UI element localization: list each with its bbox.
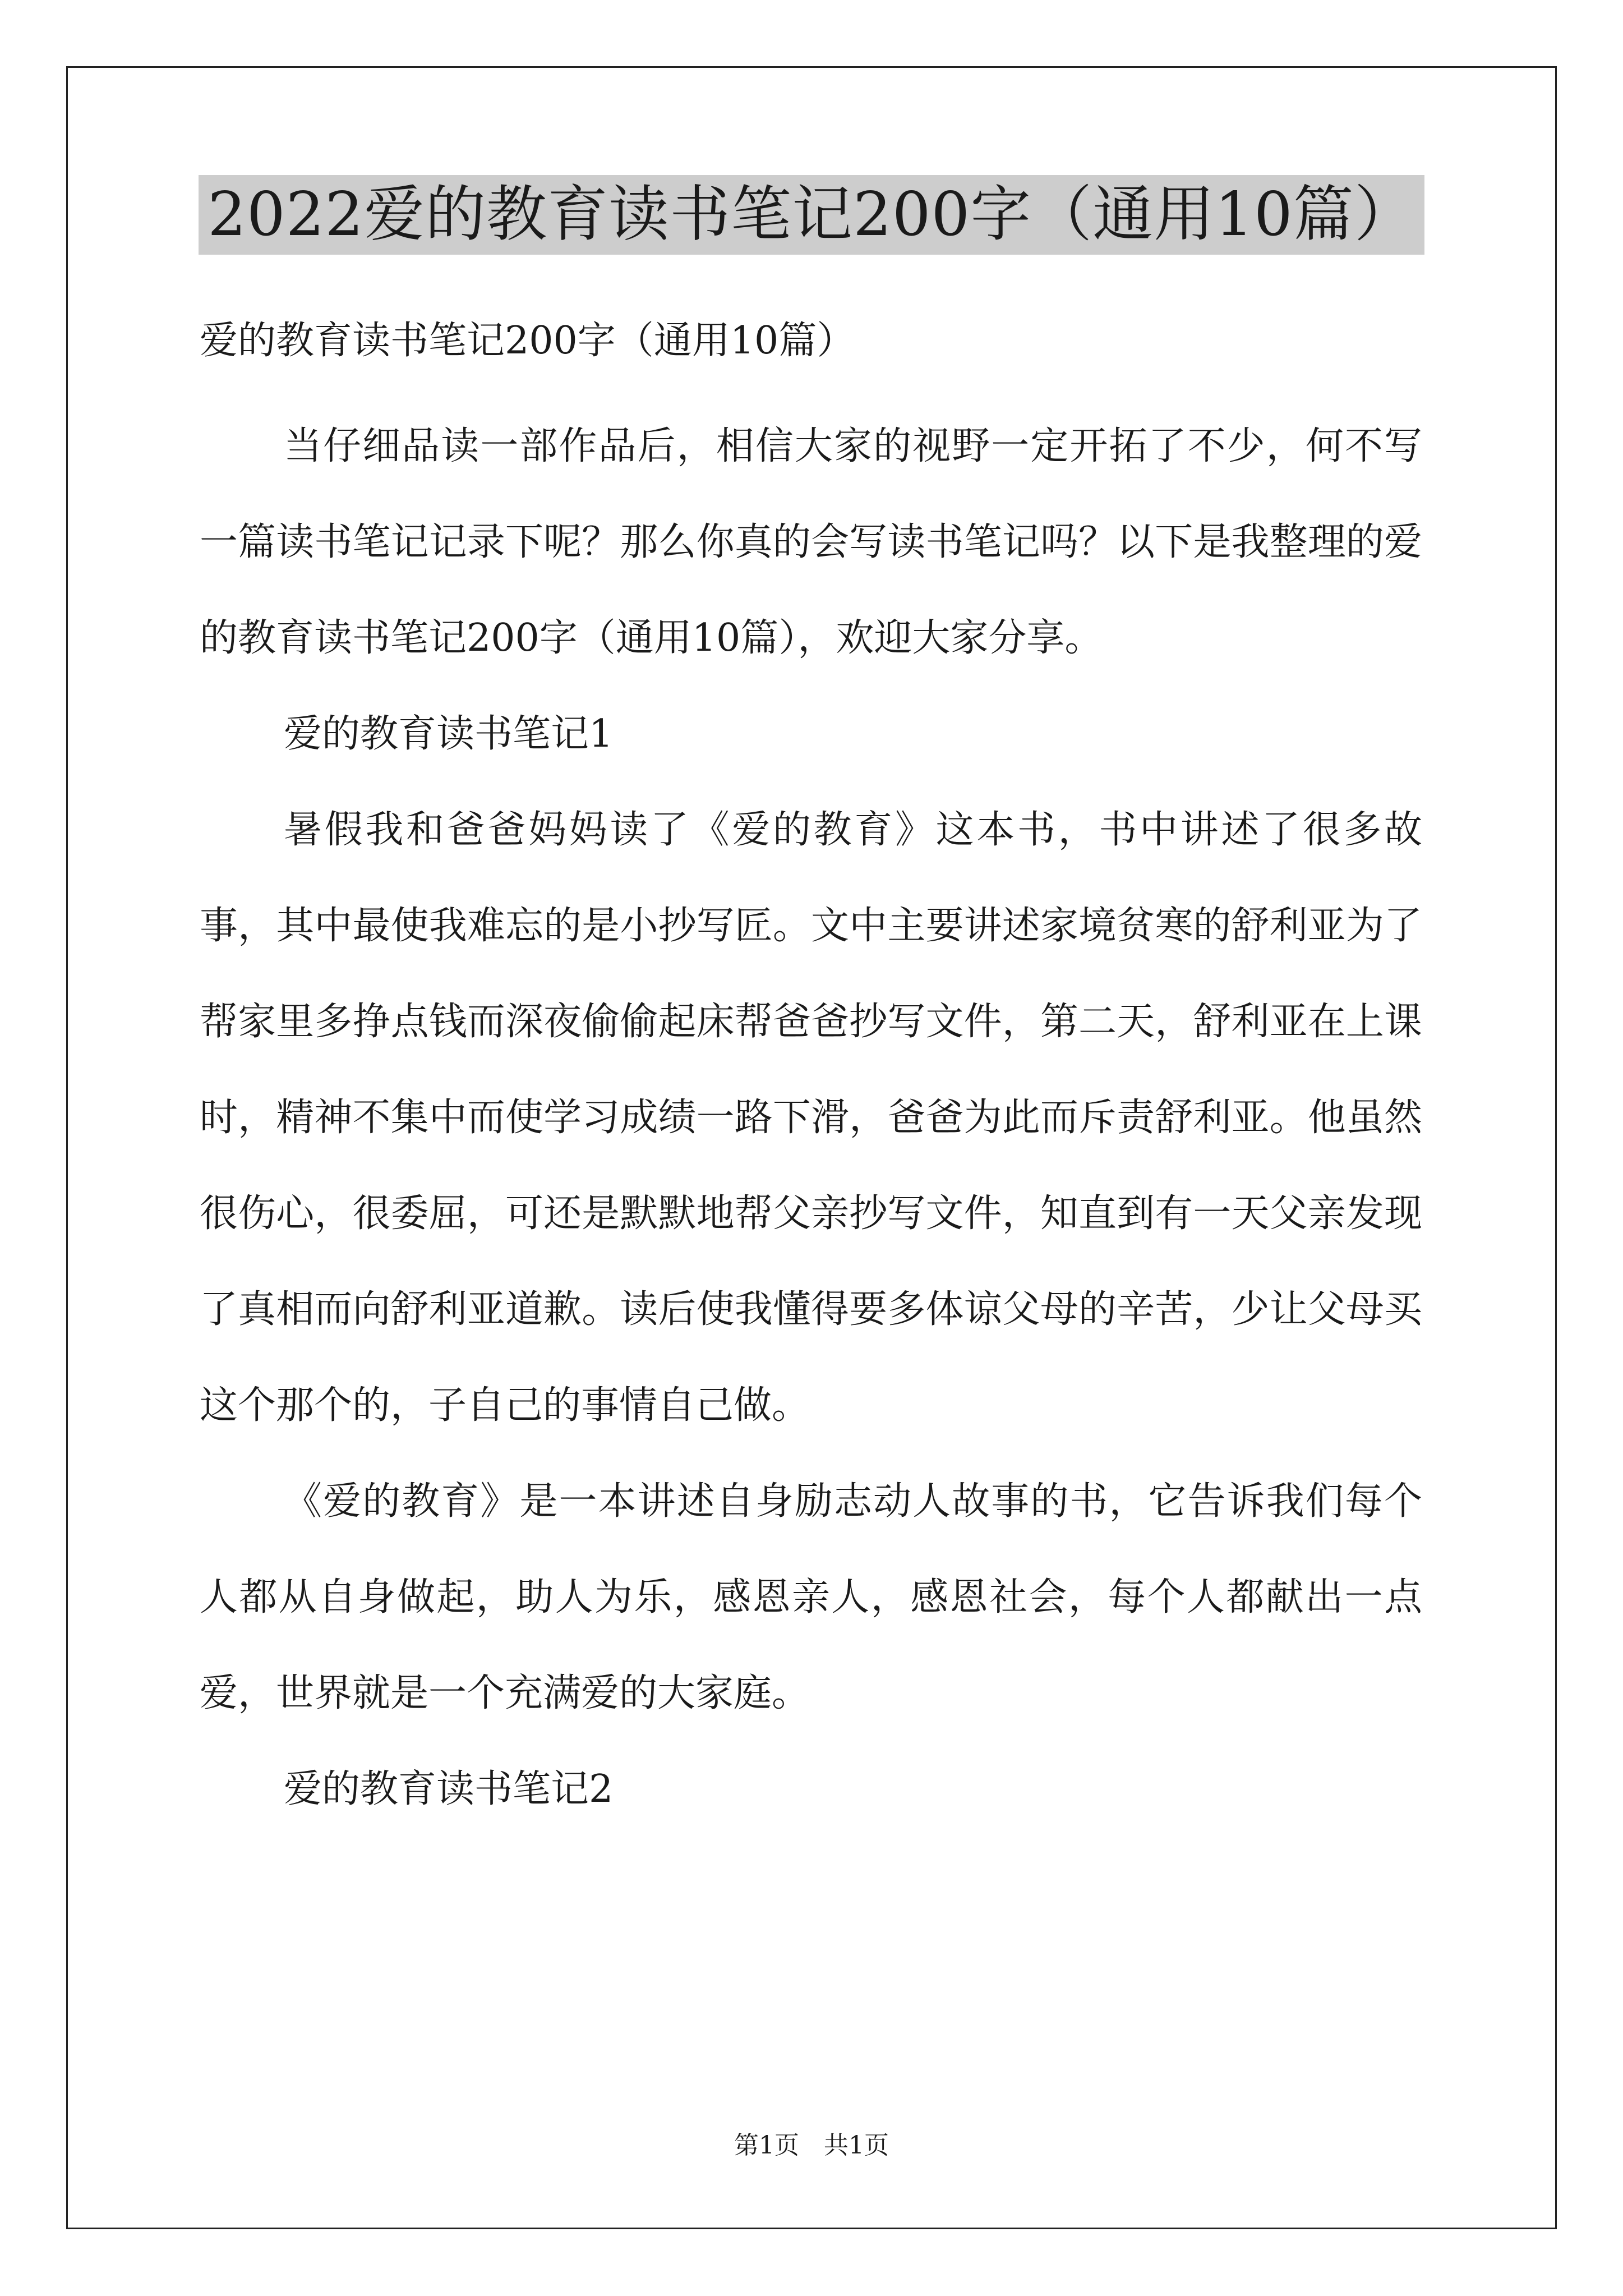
document-title: 2022爱的教育读书笔记200字（通用10篇）	[199, 175, 1424, 255]
document-subtitle: 爱的教育读书笔记200字（通用10篇）	[200, 319, 855, 363]
body-paragraph: 《爱的教育》是一本讲述自身励志动人故事的书，它告诉我们每个人都从自身做起，助人为乐，感恩亲人，感恩社会，每个人都献出一点爱，世界就是一个充满爱的大家庭。	[200, 1479, 1422, 1715]
body-paragraph: 暑假我和爸爸妈妈读了《爱的教育》这本书，书中讲述了很多故事，其中最使我难忘的是小抄写匠。文中主要讲述家境贫寒的舒利亚为了帮家里多挣点钱而深夜偷偷起床帮爸爸抄写文件，第二天，舒利亚在上课时，精神不集中而使学习成绩一路下滑，爸爸为此而斥责舒利亚。他虽然很伤心，很委屈，可还是默默地帮父亲抄写文件，知直到有一天父亲发现了真相而向舒利亚道歉。读后使我懂得要多体谅父母的辛苦，少让父母买这个那个的，子自己的事情自己做。	[200, 808, 1422, 1428]
page-footer	[0, 2129, 1623, 2162]
section-heading-1: 爱的教育读书笔记1	[284, 712, 614, 756]
title-wrap	[0, 135, 1623, 296]
document-body	[200, 307, 1422, 1837]
intro-paragraph: 当仔细品读一部作品后，相信大家的视野一定开拓了不少，何不写一篇读书笔记记录下呢？那么你真的会写读书笔记吗？以下是我整理的爱的教育读书笔记200字（通用10篇），欢迎大家分享。	[200, 424, 1422, 660]
page-number: 第1页	[734, 2131, 799, 2160]
section-heading-2: 爱的教育读书笔记2	[284, 1767, 614, 1811]
page-total: 共1页	[824, 2131, 889, 2160]
